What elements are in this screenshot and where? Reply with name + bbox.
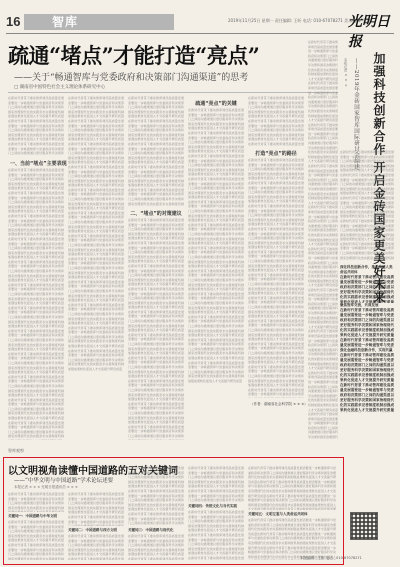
text-column bbox=[128, 218, 184, 440]
sidebar-title: 加强科技创新合作 开启金砖国家更美好未来 bbox=[372, 52, 386, 305]
text-column bbox=[248, 158, 304, 398]
bottom-article-byline: 本报记者 × × × 光明日报通讯员 × × × bbox=[14, 485, 78, 489]
page-number: 16 bbox=[6, 14, 21, 29]
article-subhead: 关键词三：中国道路与现代化 bbox=[128, 528, 174, 532]
text-column bbox=[248, 518, 336, 560]
text-column bbox=[8, 520, 64, 560]
top-article-byline: □ 湖南省中国特色社会主义理论体系研究中心 bbox=[14, 85, 106, 90]
text-column bbox=[8, 168, 64, 440]
article-subhead: 二、“堵点”的对策建议 bbox=[130, 211, 182, 217]
qr-code[interactable] bbox=[350, 512, 378, 540]
text-column bbox=[188, 108, 244, 440]
text-column bbox=[68, 534, 124, 560]
article-subhead: 关键词一：中国道路与中华文明 bbox=[8, 514, 57, 518]
text-column bbox=[340, 275, 394, 303]
article-subhead: 疏通“亮点”的关键 bbox=[195, 101, 237, 107]
text-column bbox=[68, 492, 124, 526]
text-column bbox=[8, 96, 64, 156]
bottom-article-tag: 智库观察 bbox=[8, 448, 24, 453]
text-column bbox=[68, 96, 124, 440]
sidebar-text bbox=[340, 150, 394, 260]
text-column bbox=[340, 308, 394, 348]
text-column bbox=[128, 534, 184, 560]
article-subhead: 一、当前“堵点”主要表现 bbox=[10, 161, 67, 167]
section-band bbox=[24, 14, 174, 30]
text-column bbox=[128, 466, 184, 526]
sidebar-note: 深化科技创新合作，推动构建人类命运共同体 bbox=[340, 265, 393, 274]
sidebar-byline: 本报记者 × × × bbox=[344, 58, 348, 88]
sidebar-note: 聚焦智库交流，共谋发展 bbox=[340, 303, 379, 307]
text-column bbox=[340, 353, 394, 413]
sidebar-notes bbox=[340, 265, 394, 413]
text-column bbox=[248, 96, 304, 146]
article-subhead: 关键词二：中国道路与西方文明 bbox=[68, 528, 117, 532]
text-column bbox=[308, 40, 338, 440]
text-column bbox=[188, 466, 244, 502]
article-subhead: 打造“亮点”的路径 bbox=[255, 151, 297, 157]
text-column bbox=[248, 466, 336, 510]
article-subhead: 关键词五：文明互鉴与人类命运共同体 bbox=[248, 512, 308, 516]
closing-author: （作者：湖南省社会科学院 × × ×） bbox=[250, 402, 308, 406]
masthead-logo: 光明日报 bbox=[348, 14, 390, 50]
text-column bbox=[8, 492, 64, 512]
footer-note: 本版编辑：王昕 电话：010-67078271 bbox=[300, 556, 362, 560]
text-column bbox=[128, 96, 184, 206]
article-subhead: 关键词四：传统文化与当代实践 bbox=[188, 504, 237, 508]
text-column bbox=[188, 510, 244, 560]
header-rule bbox=[6, 33, 394, 34]
bottom-article-subtitle: ——“中华文明与中国道路”学术论坛述要 bbox=[14, 478, 114, 484]
section-label: 智库 bbox=[52, 15, 79, 29]
top-article-title: 疏通“堵点”才能打造“亮点” bbox=[8, 43, 260, 68]
divider bbox=[8, 92, 338, 93]
top-article-subtitle: ——关于“畅通智库与党委政府和决策部门沟通渠道”的思考 bbox=[14, 73, 249, 83]
sidebar-subtitle: ——2019年金砖国家智库国际研讨会综述 bbox=[353, 58, 359, 170]
sidebar-note: 强化金融科技创新合作，实现共赢 bbox=[340, 348, 393, 352]
date-line: 2019年11月25日 星期一 责任编辑: 王昕 电话: 010-67078271 美术编辑: 吴兆 bbox=[228, 18, 371, 23]
bottom-article-title: 以文明视角读懂中国道路的五对关键词 bbox=[8, 466, 178, 477]
